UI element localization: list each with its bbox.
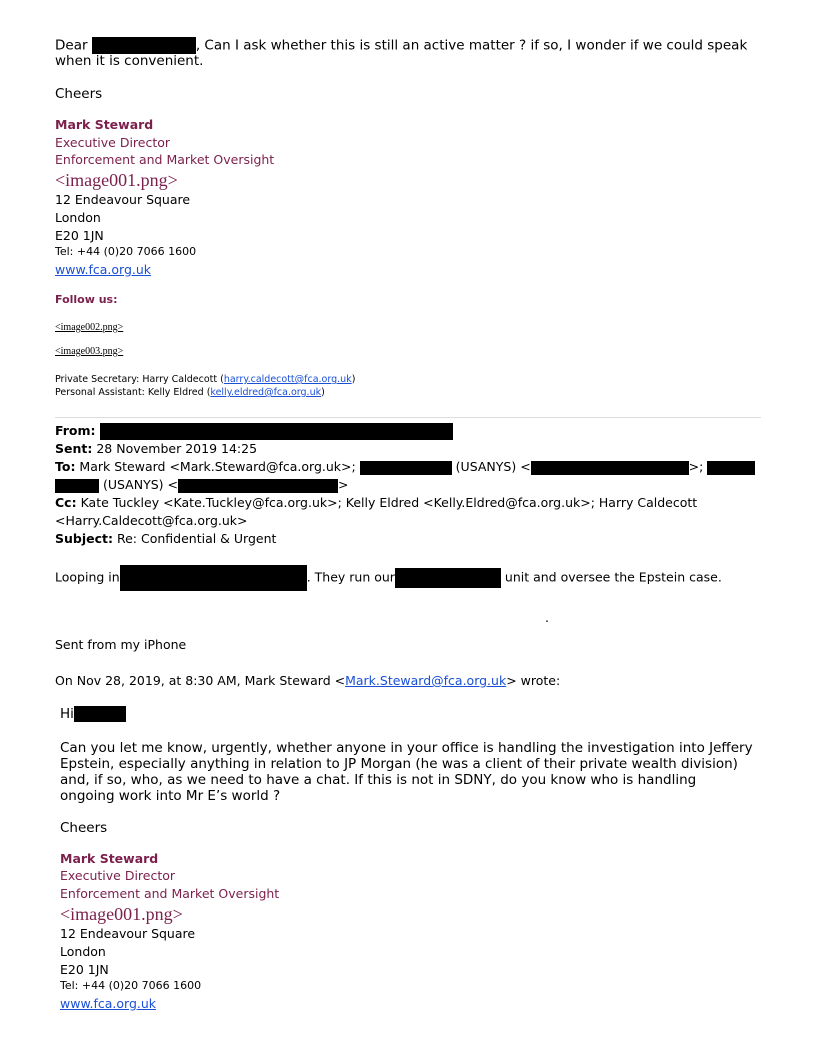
greeting-line [55,37,747,54]
redaction-block [178,479,338,493]
greeting-text: , Can I ask whether this is still an active matter ? if so, I wonder if we could speak [195,37,748,54]
website-link[interactable]: www.fca.org.uk [60,996,157,1011]
sent-value: 28 November 2019 14:25 [92,441,258,456]
redaction-block [74,706,126,722]
quoted-body-line-2: Epstein, especially anything in relation to JP Morgan (he was a client of their private wealth division) [60,756,738,772]
address-line-2: London [55,210,101,225]
divider [55,417,761,418]
from-row [55,422,453,440]
looping-line: Looping in . They run our unit and oversee the Epstein case. [55,565,722,591]
cc-label: Cc: [55,495,77,510]
address-line-1: 12 Endeavour Square [55,192,191,207]
signature-dept: Enforcement and Market Oversight [60,886,280,901]
address-line-1: 12 Endeavour Square [60,926,196,941]
cc-row [55,494,697,512]
redaction-block [395,568,501,588]
signoff: Cheers [55,86,103,102]
social-image-link-1[interactable]: <image002.png> [55,322,124,333]
redaction-block [360,461,452,475]
to-label: To: [55,459,76,474]
subject-label: Subject: [55,531,113,546]
quoted-greeting: Hi [60,706,126,722]
private-secretary-line: Private Secretary: Harry Caldecott (harry.caldecott@fca.org.uk) [55,374,356,385]
from-label: From: [55,423,96,438]
signature-dept: Enforcement and Market Oversight [55,152,275,167]
quoted-body-line-1: Can you let me know, urgently, whether anyone in your office is handling the investigation into Jeffery [60,740,753,756]
to-row-2: (USANYS) < > [55,476,348,494]
address-line-2: London [60,944,106,959]
redaction-block [707,461,755,475]
greeting-prefix: Dear [55,37,88,54]
redaction-block [120,565,307,591]
phone-number: Tel: +44 (0)20 7066 1600 [60,979,202,992]
redaction-block [55,479,99,493]
follow-us-label: Follow us: [55,293,118,306]
social-image-link-2[interactable]: <image003.png> [55,346,124,357]
signature-title: Executive Director [55,135,171,150]
cc-row-2: <Harry.Caldecott@fca.org.uk> [55,513,248,528]
personal-assistant-email[interactable]: kelly.eldred@fca.org.uk [210,387,322,398]
redaction-block [100,423,453,440]
to-value: Mark Steward <Mark.Steward@fca.org.uk>; [75,459,360,474]
personal-assistant-line: Personal Assistant: Kelly Eldred (kelly.eldred@fca.org.uk) [55,387,325,398]
redaction-block [92,37,196,54]
phone-number: Tel: +44 (0)20 7066 1600 [55,245,197,258]
signature-name: Mark Steward [55,117,154,132]
website-link[interactable]: www.fca.org.uk [55,262,152,277]
sent-from-iphone: Sent from my iPhone [55,637,187,652]
signature-name: Mark Steward [60,851,159,866]
quoted-signoff: Cheers [60,820,108,836]
signature-title: Executive Director [60,868,176,883]
to-row: To: Mark Steward <Mark.Steward@fca.org.uk>; (USANYS) < >; [55,458,755,476]
signature-logo-placeholder: <image001.png> [55,170,178,190]
sent-label: Sent: [55,441,93,456]
quoted-body-line-3: and, if so, who, as we need to have a chat. If this is not in SDNY, do you know who is handling [60,772,697,788]
quoted-body-line-4: ongoing work into Mr E’s world ? [60,788,281,804]
cc-value: Kate Tuckley <Kate.Tuckley@fca.org.uk>; Kelly Eldred <Kelly.Eldred@fca.org.uk>; Harry Caldecott [76,495,698,510]
signature-logo-placeholder: <image001.png> [60,904,183,924]
greeting-line-2: when it is convenient. [55,53,204,69]
sent-row [55,440,257,458]
address-postcode: E20 1JN [60,962,109,977]
address-postcode: E20 1JN [55,228,104,243]
private-secretary-email[interactable]: harry.caldecott@fca.org.uk [223,374,352,385]
quote-email-link[interactable]: Mark.Steward@fca.org.uk [345,673,507,688]
stray-dot: . [545,610,549,625]
quote-header: On Nov 28, 2019, at 8:30 AM, Mark Steward <Mark.Steward@fca.org.uk> wrote: [55,673,561,688]
subject-value: Re: Confidential & Urgent [113,531,277,546]
redaction-block [531,461,689,475]
subject-row [55,530,276,548]
